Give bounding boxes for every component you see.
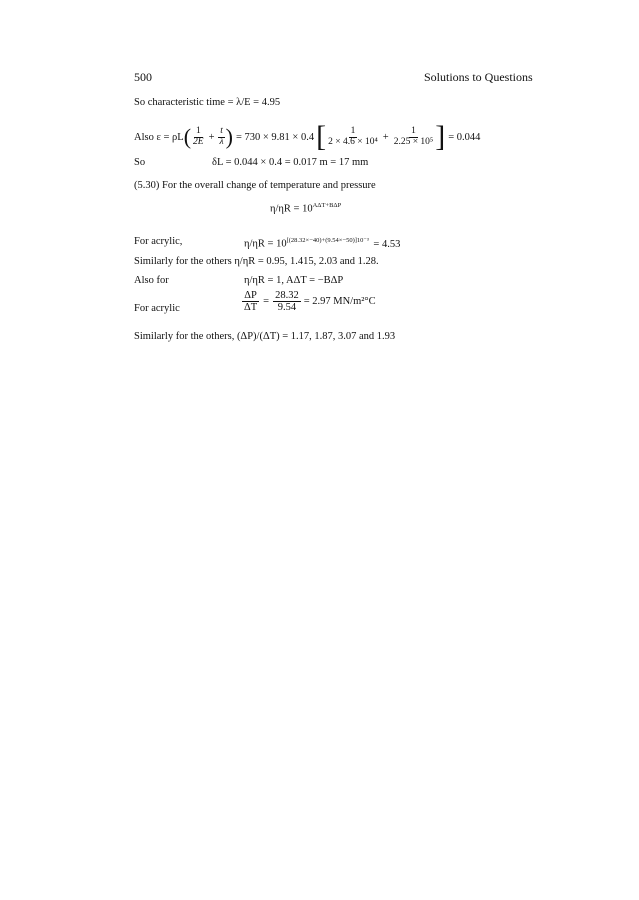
fraction-numerator: 1 xyxy=(411,125,416,136)
fraction-second-term xyxy=(392,127,436,148)
extension-result: δL = 0.044 × 0.4 = 0.017 m = 17 mm xyxy=(212,157,369,168)
plus-sign: + xyxy=(208,131,215,143)
viscosity-ratio-base: η/ηR = 10 xyxy=(270,203,313,215)
viscosity-ratio-base: η/ηR = 10 xyxy=(244,238,287,250)
fraction-numerator: t xyxy=(220,125,223,136)
strain-result: = 0.044 xyxy=(448,131,481,143)
fraction-numerator: ΔP xyxy=(244,290,257,301)
fraction-dp-dt xyxy=(242,290,259,313)
running-title: Solutions to Questions xyxy=(424,70,533,84)
also-for-label: Also for xyxy=(134,275,169,286)
equals-sign: = xyxy=(263,296,270,308)
left-bracket: [ xyxy=(316,120,327,153)
plus-sign: + xyxy=(382,131,389,143)
strain-label: Also ε = ρL xyxy=(134,131,184,143)
equilibrium-condition: η/ηR = 1, AΔT = −BΔP xyxy=(244,275,344,286)
fraction-denominator: 9.54 xyxy=(277,302,297,314)
viscosity-general-equation xyxy=(270,202,341,215)
fraction-1-over-2E xyxy=(191,127,206,148)
fraction-denominator: 2E xyxy=(193,136,204,147)
fraction-denominator: ΔT xyxy=(244,302,258,314)
pressure-coefficient-result: = 2.97 MN/m²°C xyxy=(303,296,376,308)
fraction-values xyxy=(273,290,301,313)
fraction-numerator: 1 xyxy=(195,125,201,136)
acrylic-viscosity-result: = 4.53 xyxy=(373,238,401,250)
acrylic-label-2: For acrylic xyxy=(134,303,180,314)
viscosity-exponent: [(28.32×−40)+(9.54×−50)]10⁻³ xyxy=(286,237,369,244)
acrylic-viscosity-equation xyxy=(244,236,400,250)
pressure-temperature-ratio xyxy=(242,290,376,313)
question-5-30-intro: (5.30) For the overall change of temperature and pressure xyxy=(134,180,376,191)
similarly-pressure-line: Similarly for the others, (ΔP)/(ΔT) = 1.17, 1.87, 3.07 and 1.93 xyxy=(134,331,396,342)
fraction-numerator: 28.32 xyxy=(275,290,299,301)
fraction-first-term xyxy=(326,127,380,148)
page-number: 500 xyxy=(134,70,152,84)
right-bracket: ] xyxy=(435,120,446,153)
right-paren: ) xyxy=(225,124,233,149)
numeric-substitution: = 730 × 9.81 × 0.4 xyxy=(235,131,315,143)
characteristic-time-line: So characteristic time = λ/E = 4.95 xyxy=(134,97,281,108)
viscosity-exponent: AΔT+BΔP xyxy=(312,202,342,209)
similarly-viscosity-line: Similarly for the others η/ηR = 0.95, 1.415, 2.03 and 1.28. xyxy=(134,256,379,267)
fraction-denominator: 2 × 4.6 × 10⁴ xyxy=(328,136,378,147)
acrylic-label: For acrylic, xyxy=(134,236,183,247)
fraction-denominator: 2.25 × 10⁵ xyxy=(393,136,434,147)
fraction-t-over-lambda xyxy=(218,127,226,148)
so-label: So xyxy=(134,157,146,168)
left-paren: ( xyxy=(183,124,192,149)
fraction-denominator: λ xyxy=(219,136,224,147)
strain-equation xyxy=(134,122,480,152)
fraction-numerator: 1 xyxy=(350,125,356,136)
